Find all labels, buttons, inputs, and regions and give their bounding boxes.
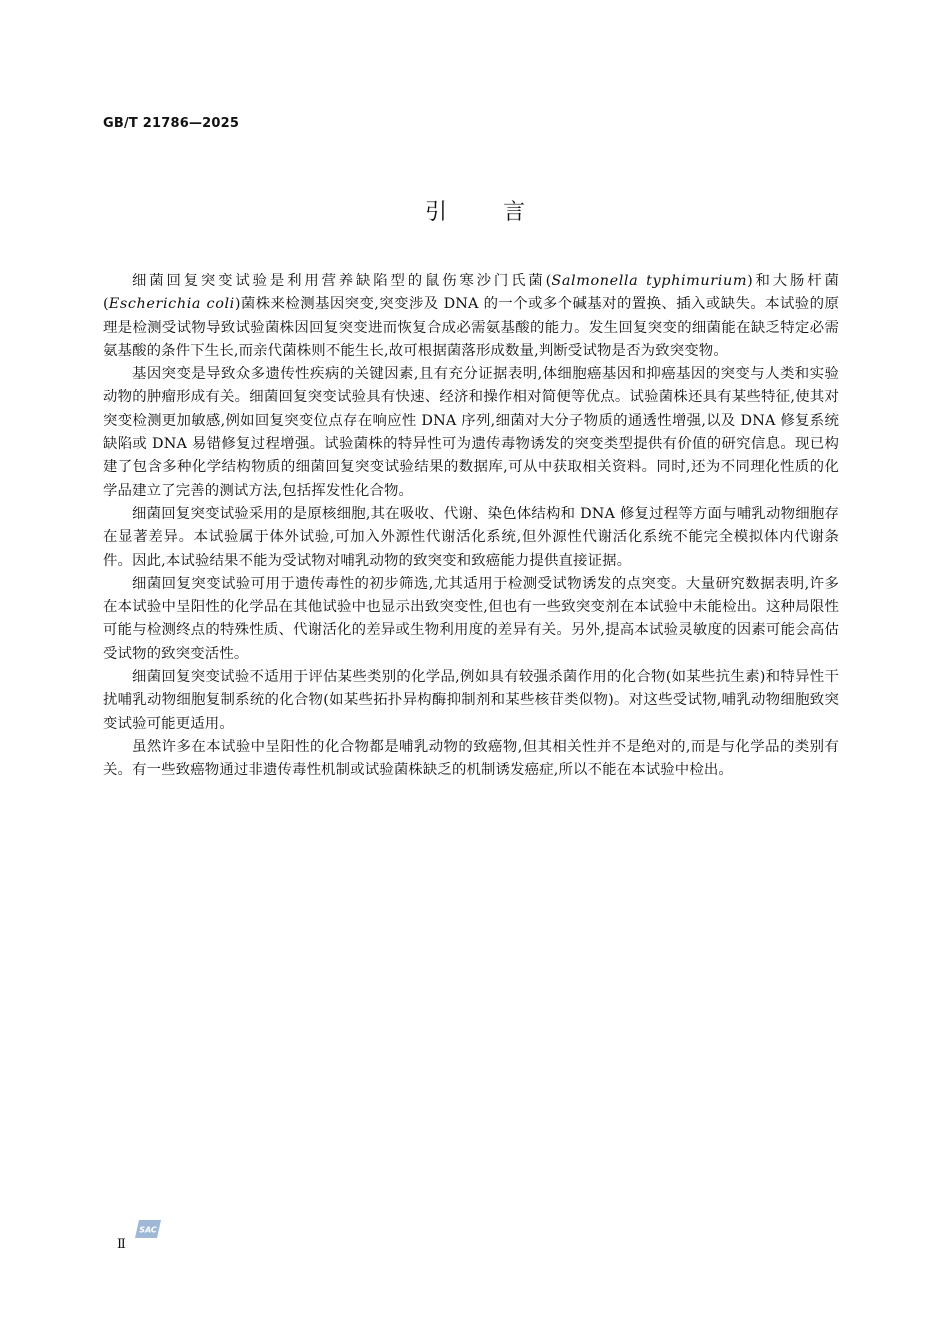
sac-logo <box>133 1218 163 1240</box>
section-title: 引言 <box>424 200 581 225</box>
paragraph-3: 细菌回复突变试验采用的是原核细胞,其在吸收、代谢、染色体结构和 DNA 修复过程等方面与哺乳动物细胞存在显著差异。本试验属于体外试验,可加入外源性代谢活化系统,但外源性代谢活化系统不能完全模拟体内代谢条件。因此,本试验结果不能为受试物对哺乳动物的致突变和致癌能力提供直接证据。 <box>103 505 839 569</box>
paragraph-1 <box>103 270 839 363</box>
paragraph-2: 基因突变是导致众多遗传性疾病的关键因素,且有充分证据表明,体细胞癌基因和抑癌基因的突变与人类和实验动物的肿瘤形成有关。细菌回复突变试验具有快速、经济和操作相对简便等优点。试验菌株还具有某些特征,使其对突变检测更加敏感,例如回复突变位点存在响应性 DNA 序列,细菌对大分子物质的通透性增强,以及 DNA 修复系统缺陷或 DNA 易错修复过程增强。试验菌株的特异性可为遗传毒物诱发的突变类型提供有价值的研究信息。现已构建了包含多种化学结构物质的细菌回复突变试验结果的数据库,可从中获取相关资料。同时,还为不同理化性质的化学品建立了完善的测试方法,包括挥发性化合物。 <box>103 366 839 499</box>
page-number: Ⅱ <box>117 1237 126 1252</box>
paragraph-4: 细菌回复突变试验可用于遗传毒性的初步筛选,尤其适用于检测受试物诱发的点突变。大量研究数据表明,许多在本试验中呈阳性的化学品在其他试验中也显示出致突变性,但也有一些致突变剂在本试验中未能检出。这种局限性可能与检测终点的特殊性质、代谢活化的差异或生物利用度的差异有关。另外,提高本试验灵敏度的因素可能会高估受试物的致突变活性。 <box>103 575 839 662</box>
paragraph-1-pre: 细菌回复突变试验是利用营养缺陷型的鼠伤寒沙门氏菌( <box>132 273 552 289</box>
paragraph-6: 虽然许多在本试验中呈阳性的化合物都是哺乳动物的致癌物,但其相关性并不是绝对的,而是与化学品的类别有关。有一些致癌物通过非遗传毒性机制或试验菌株缺乏的机制诱发癌症,所以不能在本试验中检出。 <box>103 738 839 779</box>
species-name-ecoli: Escherichia coli <box>108 296 235 313</box>
standard-code: GB/T 21786—2025 <box>103 116 240 131</box>
paragraph-5: 细菌回复突变试验不适用于评估某些类别的化学品,例如具有较强杀菌作用的化合物(如某些抗生素)和特异性干扰哺乳动物细胞复制系统的化合物(如某些拓扑异构酶抑制剂和某些核苷类似物)。对这些受试物,哺乳动物细胞致突变试验可能更适用。 <box>103 669 839 732</box>
paragraph-1-post: )菌株来检测基因突变,突变涉及 DNA 的一个或多个碱基对的置换、插入或缺失。本试验的原理是检测受试物导致试验菌株因回复突变进而恢复合成必需氨基酸的能力。发生回复突变的细菌能在缺乏特定必需氨基酸的条件下生长,而亲代菌株则不能生长,故可根据菌落形成数量,判断受试物是否为致突变物。 <box>103 296 839 359</box>
species-name-salmonella: Salmonella typhimurium <box>551 273 748 289</box>
body-text <box>103 270 839 783</box>
sac-logo-text: SAC <box>139 1225 157 1235</box>
paragraph-1-mid: )和大肠杆菌( <box>103 273 840 313</box>
